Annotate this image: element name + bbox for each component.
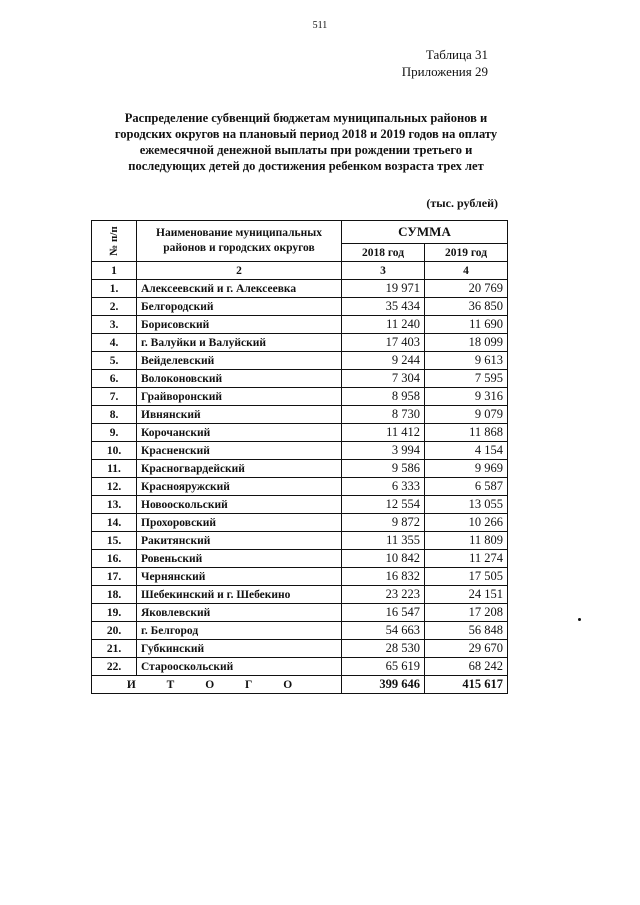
- table-row: [92, 280, 508, 298]
- row-num: 22.: [92, 658, 137, 676]
- header-name: Наименование муниципальных районов и городских округов: [137, 221, 342, 262]
- row-2018: 17 403: [342, 334, 425, 352]
- row-name: Прохоровский: [137, 514, 342, 532]
- row-name: Краснояружский: [137, 478, 342, 496]
- row-2018: 19 971: [342, 280, 425, 298]
- header-row: [92, 221, 508, 244]
- row-2018: 11 240: [342, 316, 425, 334]
- table-row: [92, 334, 508, 352]
- row-2019: 11 868: [425, 424, 508, 442]
- header-sum: СУММА: [342, 221, 508, 244]
- header-num-label: № п/п: [107, 226, 120, 256]
- table-row: [92, 604, 508, 622]
- row-num: 16.: [92, 550, 137, 568]
- row-2018: 11 355: [342, 532, 425, 550]
- table-row: [92, 442, 508, 460]
- total-2019: 415 617: [425, 676, 508, 694]
- column-index: 1: [92, 262, 137, 280]
- table-row: [92, 568, 508, 586]
- total-2018: 399 646: [342, 676, 425, 694]
- row-num: 14.: [92, 514, 137, 532]
- row-2019: 11 274: [425, 550, 508, 568]
- row-num: 12.: [92, 478, 137, 496]
- row-2018: 9 244: [342, 352, 425, 370]
- row-2019: 18 099: [425, 334, 508, 352]
- row-num: 11.: [92, 460, 137, 478]
- table-row: [92, 478, 508, 496]
- column-index: 2: [137, 262, 342, 280]
- row-name: Яковлевский: [137, 604, 342, 622]
- table-row: [92, 586, 508, 604]
- row-num: 4.: [92, 334, 137, 352]
- row-num: 3.: [92, 316, 137, 334]
- row-num: 8.: [92, 406, 137, 424]
- row-2018: 8 730: [342, 406, 425, 424]
- row-name: Белгородский: [137, 298, 342, 316]
- row-2018: 10 842: [342, 550, 425, 568]
- row-2018: 65 619: [342, 658, 425, 676]
- scan-speck: [578, 618, 581, 621]
- row-2019: 56 848: [425, 622, 508, 640]
- row-2018: 6 333: [342, 478, 425, 496]
- row-2018: 23 223: [342, 586, 425, 604]
- table-row: [92, 622, 508, 640]
- table-row: [92, 316, 508, 334]
- row-name: Красногвардейский: [137, 460, 342, 478]
- table-row: [92, 370, 508, 388]
- table-row: [92, 406, 508, 424]
- row-2019: 20 769: [425, 280, 508, 298]
- row-num: 10.: [92, 442, 137, 460]
- row-num: 1.: [92, 280, 137, 298]
- row-name: Шебекинский и г. Шебекино: [137, 586, 342, 604]
- row-2018: 8 958: [342, 388, 425, 406]
- total-label: И Т О Г О: [92, 676, 342, 694]
- row-2018: 3 994: [342, 442, 425, 460]
- row-2019: 29 670: [425, 640, 508, 658]
- table-row: [92, 352, 508, 370]
- row-2019: 9 079: [425, 406, 508, 424]
- column-index: 4: [425, 262, 508, 280]
- table-row: [92, 658, 508, 676]
- row-2018: 9 586: [342, 460, 425, 478]
- row-name: г. Валуйки и Валуйский: [137, 334, 342, 352]
- row-num: 19.: [92, 604, 137, 622]
- page-number: 511: [312, 20, 328, 31]
- table-row: [92, 550, 508, 568]
- table-row: [92, 424, 508, 442]
- row-name: Грайворонский: [137, 388, 342, 406]
- row-2019: 17 208: [425, 604, 508, 622]
- row-num: 15.: [92, 532, 137, 550]
- row-2019: 6 587: [425, 478, 508, 496]
- row-2019: 36 850: [425, 298, 508, 316]
- row-name: Новооскольский: [137, 496, 342, 514]
- column-index: 3: [342, 262, 425, 280]
- total-row: [92, 676, 508, 694]
- row-2019: 17 505: [425, 568, 508, 586]
- row-num: 6.: [92, 370, 137, 388]
- table-row: [92, 514, 508, 532]
- row-2018: 11 412: [342, 424, 425, 442]
- row-num: 18.: [92, 586, 137, 604]
- units-label: (тыс. рублей): [426, 196, 498, 210]
- row-2019: 7 595: [425, 370, 508, 388]
- row-2019: 9 613: [425, 352, 508, 370]
- row-num: 7.: [92, 388, 137, 406]
- row-num: 21.: [92, 640, 137, 658]
- row-2018: 54 663: [342, 622, 425, 640]
- row-2018: 12 554: [342, 496, 425, 514]
- row-2019: 4 154: [425, 442, 508, 460]
- table-body: [92, 280, 508, 676]
- row-2019: 13 055: [425, 496, 508, 514]
- row-name: Корочанский: [137, 424, 342, 442]
- row-2018: 16 832: [342, 568, 425, 586]
- row-name: Ракитянский: [137, 532, 342, 550]
- header-num: [92, 221, 137, 262]
- table-row: [92, 496, 508, 514]
- row-num: 17.: [92, 568, 137, 586]
- row-2018: 7 304: [342, 370, 425, 388]
- table-row: [92, 298, 508, 316]
- header-year-2019: 2019 год: [425, 244, 508, 262]
- row-num: 13.: [92, 496, 137, 514]
- row-name: Алексеевский и г. Алексеевка: [137, 280, 342, 298]
- table-row: [92, 640, 508, 658]
- row-name: Губкинский: [137, 640, 342, 658]
- row-2018: 9 872: [342, 514, 425, 532]
- subsidy-table: [91, 220, 508, 694]
- row-num: 20.: [92, 622, 137, 640]
- row-name: Старооскольский: [137, 658, 342, 676]
- row-2019: 9 969: [425, 460, 508, 478]
- row-2018: 28 530: [342, 640, 425, 658]
- table-row: [92, 388, 508, 406]
- row-name: Чернянский: [137, 568, 342, 586]
- row-name: Ровеньский: [137, 550, 342, 568]
- table-row: [92, 532, 508, 550]
- row-name: Красненский: [137, 442, 342, 460]
- table-row: [92, 460, 508, 478]
- row-2019: 24 151: [425, 586, 508, 604]
- row-2019: 11 809: [425, 532, 508, 550]
- row-name: г. Белгород: [137, 622, 342, 640]
- row-name: Ивнянский: [137, 406, 342, 424]
- row-num: 5.: [92, 352, 137, 370]
- document-title: Распределение субвенций бюджетам муниципальных районов и городских округов на плановый период 2018 и 2019 годов на оплату ежемесячной денежной выплаты при рождении третьего и последующих детей до достижения ребенком возраста трех лет: [114, 111, 498, 173]
- row-2019: 68 242: [425, 658, 508, 676]
- row-2018: 35 434: [342, 298, 425, 316]
- row-2019: 10 266: [425, 514, 508, 532]
- row-name: Волоконовский: [137, 370, 342, 388]
- column-index-row: [92, 262, 508, 280]
- row-2019: 9 316: [425, 388, 508, 406]
- row-2018: 16 547: [342, 604, 425, 622]
- row-2019: 11 690: [425, 316, 508, 334]
- row-num: 9.: [92, 424, 137, 442]
- row-name: Борисовский: [137, 316, 342, 334]
- row-num: 2.: [92, 298, 137, 316]
- header-year-2018: 2018 год: [342, 244, 425, 262]
- row-name: Вейделевский: [137, 352, 342, 370]
- table-label: Таблица 31: [425, 47, 488, 62]
- appendix-label: Приложения 29: [401, 64, 488, 79]
- table-reference: [402, 46, 488, 80]
